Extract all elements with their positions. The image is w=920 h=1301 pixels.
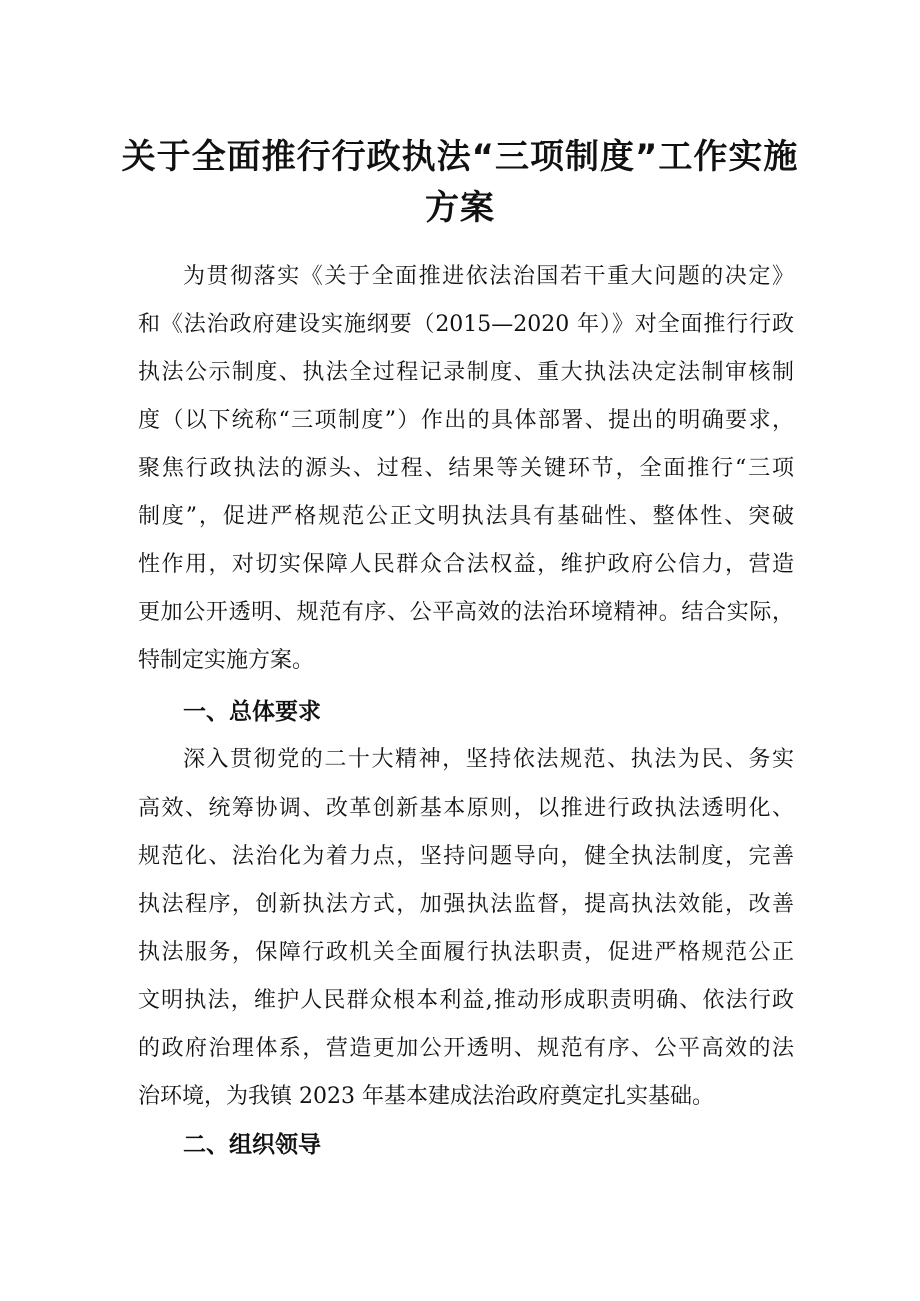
- intro-paragraph-line: 度（以下统称“三项制度”）作出的具体部署、提出的明确要求，: [138, 408, 794, 433]
- section1-paragraph-line: 文明执法，维护人民群众根本利益,推动形成职责明确、依法行政: [138, 988, 794, 1013]
- section1-paragraph-line: 深入贯彻党的二十大精神，坚持依法规范、执法为民、务实: [183, 747, 794, 772]
- document-title-line-1: 关于全面推行行政执法“三项制度”工作实施: [121, 137, 799, 177]
- intro-paragraph-line: 聚焦行政执法的源头、过程、结果等关键环节，全面推行“三项: [138, 456, 794, 481]
- section1-paragraph-line: 执法程序，创新执法方式，加强执法监督，提高执法效能，改善: [138, 892, 794, 917]
- section1-paragraph-line: 治环境，为我镇 2023 年基本建成法治政府奠定扎实基础。: [138, 1084, 714, 1109]
- document-title-line-2: 方案: [425, 188, 495, 228]
- section1-paragraph-line: 高效、统筹协调、改革创新基本原则，以推进行政执法透明化、: [138, 796, 794, 821]
- intro-paragraph-line: 为贯彻落实《关于全面推进依法治国若干重大问题的决定》: [183, 264, 794, 289]
- section1-paragraph-line: 的政府治理体系，营造更加公开透明、规范有序、公平高效的法: [138, 1036, 794, 1061]
- section-heading-general-requirements: 一、总体要求: [183, 699, 321, 725]
- intro-paragraph-line: 性作用，对切实保障人民群众合法权益，维护政府公信力，营造: [138, 552, 794, 577]
- intro-paragraph-line: 制度”，促进严格规范公正文明执法具有基础性、整体性、突破: [138, 504, 794, 529]
- intro-paragraph-line: 更加公开透明、规范有序、公平高效的法治环境精神。结合实际，: [138, 600, 794, 625]
- section-heading-organization-leadership: 二、组织领导: [183, 1132, 321, 1158]
- intro-paragraph-line: 执法公示制度、执法全过程记录制度、重大执法决定法制审核制: [138, 360, 794, 385]
- section1-paragraph-line: 执法服务，保障行政机关全面履行执法职责，促进严格规范公正: [138, 940, 794, 965]
- section1-paragraph-line: 规范化、法治化为着力点，坚持问题导向，健全执法制度，完善: [138, 844, 794, 869]
- intro-paragraph-line: 和《法治政府建设实施纲要（2015—2020 年）》对全面推行行政: [138, 312, 794, 337]
- intro-paragraph-line: 特制定实施方案。: [138, 648, 315, 673]
